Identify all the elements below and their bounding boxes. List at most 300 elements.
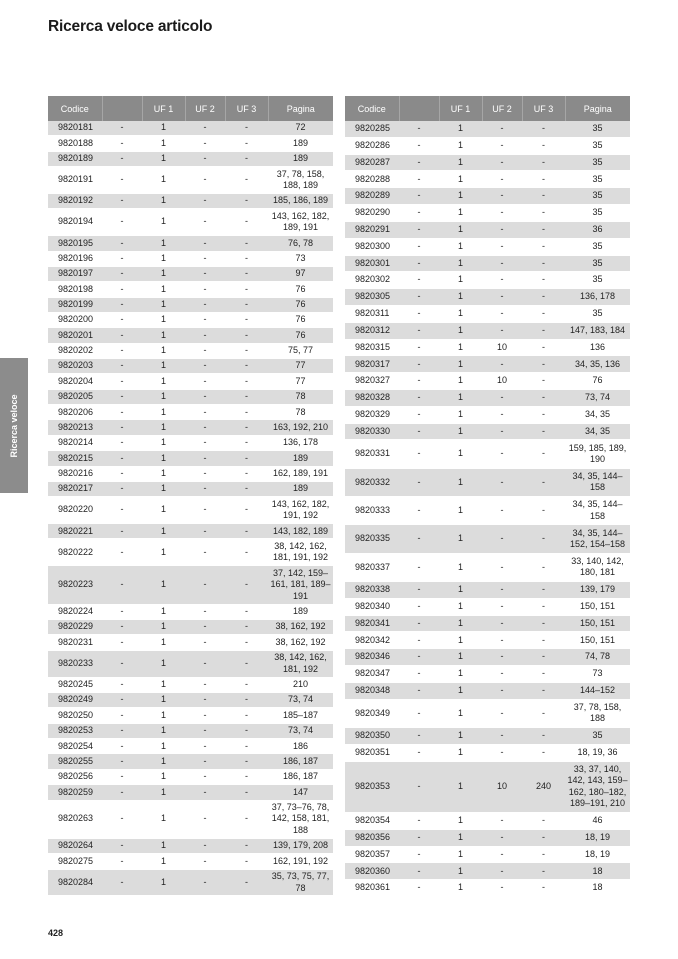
col-header-blank xyxy=(399,96,439,121)
cell-blank: - xyxy=(399,582,439,599)
cell-codice: 9820214 xyxy=(48,435,102,450)
cell-blank: - xyxy=(102,524,142,539)
cell-uf3: - xyxy=(225,209,268,236)
cell-pagina: 136 xyxy=(565,339,630,356)
table-row xyxy=(345,468,630,496)
cell-codice: 9820250 xyxy=(48,708,102,723)
cell-uf1: 1 xyxy=(142,708,185,723)
cell-codice: 9820317 xyxy=(345,356,399,373)
col-header-uf2: UF 2 xyxy=(185,96,225,121)
cell-uf2: - xyxy=(482,553,522,581)
cell-pagina: 76 xyxy=(565,373,630,390)
cell-codice: 9820332 xyxy=(345,468,399,496)
cell-pagina: 143, 182, 189 xyxy=(268,524,333,539)
cell-uf3: - xyxy=(225,312,268,327)
cell-uf2: - xyxy=(482,440,522,468)
cell-pagina: 139, 179, 208 xyxy=(268,838,333,853)
cell-uf2: - xyxy=(185,297,225,312)
cell-uf3: - xyxy=(522,553,565,581)
cell-blank: - xyxy=(102,466,142,481)
cell-uf2: - xyxy=(185,739,225,754)
cell-pagina: 144–152 xyxy=(565,682,630,699)
cell-blank: - xyxy=(399,598,439,615)
cell-uf1: 1 xyxy=(142,389,185,404)
table-row xyxy=(48,343,333,358)
col-header-uf2: UF 2 xyxy=(482,96,522,121)
table-row xyxy=(48,524,333,539)
table-row xyxy=(345,440,630,468)
cell-uf1: 1 xyxy=(439,582,482,599)
cell-pagina: 34, 35 xyxy=(565,406,630,423)
table-row xyxy=(345,137,630,154)
cell-pagina: 34, 35 xyxy=(565,423,630,440)
col-header-codice: Codice xyxy=(345,96,399,121)
cell-uf1: 1 xyxy=(142,800,185,838)
cell-uf3: - xyxy=(522,171,565,188)
table-row xyxy=(345,322,630,339)
cell-blank: - xyxy=(102,566,142,604)
cell-pagina: 35 xyxy=(565,154,630,171)
cell-uf2: 10 xyxy=(482,339,522,356)
cell-blank: - xyxy=(399,255,439,272)
table-row xyxy=(48,723,333,738)
cell-codice: 9820215 xyxy=(48,451,102,466)
cell-uf3: - xyxy=(522,205,565,222)
cell-uf1: 1 xyxy=(142,785,185,800)
cell-uf2: - xyxy=(185,466,225,481)
cell-codice: 9820200 xyxy=(48,312,102,327)
table-row xyxy=(48,209,333,236)
cell-codice: 9820360 xyxy=(345,863,399,880)
cell-uf3: - xyxy=(522,744,565,761)
cell-uf2: - xyxy=(482,305,522,322)
cell-blank: - xyxy=(399,880,439,897)
cell-codice: 9820338 xyxy=(345,582,399,599)
cell-pagina: 18, 19 xyxy=(565,829,630,846)
cell-uf1: 1 xyxy=(439,322,482,339)
cell-uf2: 10 xyxy=(482,373,522,390)
cell-uf1: 1 xyxy=(439,171,482,188)
table-row xyxy=(345,829,630,846)
cell-blank: - xyxy=(399,812,439,829)
cell-pagina: 35 xyxy=(565,188,630,205)
cell-pagina: 35, 73, 75, 77, 78 xyxy=(268,869,333,896)
cell-codice: 9820301 xyxy=(345,255,399,272)
cell-uf2: - xyxy=(482,406,522,423)
cell-pagina: 78 xyxy=(268,389,333,404)
cell-pagina: 38, 142, 162, 181, 192 xyxy=(268,650,333,677)
cell-uf3: - xyxy=(225,466,268,481)
cell-uf3: - xyxy=(522,497,565,525)
cell-uf3: - xyxy=(522,812,565,829)
cell-codice: 9820305 xyxy=(345,289,399,306)
cell-uf3: - xyxy=(225,785,268,800)
cell-uf2: - xyxy=(185,209,225,236)
cell-uf2: - xyxy=(185,359,225,374)
cell-blank: - xyxy=(102,604,142,619)
cell-uf2: - xyxy=(482,632,522,649)
table-row xyxy=(48,481,333,496)
cell-blank: - xyxy=(399,238,439,255)
cell-pagina: 76, 78 xyxy=(268,236,333,251)
cell-pagina: 150, 151 xyxy=(565,598,630,615)
cell-pagina: 189 xyxy=(268,451,333,466)
cell-uf1: 1 xyxy=(439,238,482,255)
cell-uf2: - xyxy=(482,525,522,553)
cell-uf2: - xyxy=(482,497,522,525)
cell-uf1: 1 xyxy=(439,615,482,632)
cell-codice: 9820191 xyxy=(48,167,102,194)
cell-codice: 9820202 xyxy=(48,343,102,358)
cell-uf1: 1 xyxy=(142,209,185,236)
cell-blank: - xyxy=(102,193,142,208)
table-row xyxy=(48,466,333,481)
cell-pagina: 76 xyxy=(268,282,333,297)
cell-uf3: - xyxy=(225,136,268,151)
table-row xyxy=(48,136,333,151)
table-row xyxy=(48,693,333,708)
cell-uf1: 1 xyxy=(142,282,185,297)
cell-blank: - xyxy=(399,171,439,188)
cell-uf3: - xyxy=(522,682,565,699)
cell-uf1: 1 xyxy=(142,497,185,524)
cell-codice: 9820353 xyxy=(345,761,399,812)
cell-uf3: - xyxy=(522,863,565,880)
cell-uf2: - xyxy=(482,154,522,171)
table-row xyxy=(345,221,630,238)
cell-blank: - xyxy=(399,272,439,289)
cell-blank: - xyxy=(102,620,142,635)
cell-pagina: 210 xyxy=(268,677,333,692)
cell-uf3: - xyxy=(522,846,565,863)
cell-blank: - xyxy=(399,632,439,649)
table-row xyxy=(345,188,630,205)
cell-uf1: 1 xyxy=(142,266,185,281)
cell-blank: - xyxy=(102,497,142,524)
table-row xyxy=(345,863,630,880)
cell-blank: - xyxy=(399,553,439,581)
table-row xyxy=(48,420,333,435)
table-row xyxy=(345,682,630,699)
cell-uf3: - xyxy=(522,289,565,306)
cell-uf3: - xyxy=(522,615,565,632)
cell-pagina: 143, 162, 182, 189, 191 xyxy=(268,209,333,236)
cell-blank: - xyxy=(102,167,142,194)
cell-blank: - xyxy=(399,744,439,761)
cell-uf3: - xyxy=(522,582,565,599)
cell-uf1: 1 xyxy=(439,497,482,525)
cell-uf3: - xyxy=(522,666,565,683)
cell-uf2: - xyxy=(185,451,225,466)
cell-pagina: 159, 185, 189, 190 xyxy=(565,440,630,468)
cell-codice: 9820289 xyxy=(345,188,399,205)
cell-blank: - xyxy=(102,539,142,566)
cell-pagina: 72 xyxy=(268,121,333,136)
table-row xyxy=(48,539,333,566)
cell-blank: - xyxy=(399,322,439,339)
cell-uf2: 10 xyxy=(482,761,522,812)
cell-uf1: 1 xyxy=(439,812,482,829)
cell-uf2: - xyxy=(482,598,522,615)
cell-uf1: 1 xyxy=(142,121,185,136)
cell-uf1: 1 xyxy=(439,468,482,496)
cell-uf1: 1 xyxy=(142,374,185,389)
cell-pagina: 34, 35, 136 xyxy=(565,356,630,373)
cell-blank: - xyxy=(102,739,142,754)
cell-blank: - xyxy=(102,693,142,708)
cell-uf1: 1 xyxy=(439,121,482,137)
cell-uf2: - xyxy=(482,255,522,272)
cell-uf3: - xyxy=(225,481,268,496)
cell-codice: 9820199 xyxy=(48,297,102,312)
cell-codice: 9820337 xyxy=(345,553,399,581)
cell-uf1: 1 xyxy=(439,154,482,171)
cell-pagina: 139, 179 xyxy=(565,582,630,599)
table-row xyxy=(48,374,333,389)
cell-blank: - xyxy=(102,312,142,327)
cell-uf3: - xyxy=(225,566,268,604)
cell-uf1: 1 xyxy=(439,728,482,745)
cell-codice: 9820331 xyxy=(345,440,399,468)
cell-uf2: - xyxy=(185,193,225,208)
cell-uf1: 1 xyxy=(142,620,185,635)
cell-codice: 9820198 xyxy=(48,282,102,297)
cell-pagina: 73 xyxy=(268,251,333,266)
cell-uf3: - xyxy=(522,525,565,553)
cell-codice: 9820229 xyxy=(48,620,102,635)
cell-uf2: - xyxy=(482,205,522,222)
cell-uf2: - xyxy=(185,708,225,723)
cell-codice: 9820222 xyxy=(48,539,102,566)
table-row xyxy=(345,406,630,423)
cell-uf2: - xyxy=(482,322,522,339)
cell-uf1: 1 xyxy=(142,723,185,738)
table-row xyxy=(48,497,333,524)
cell-uf3: - xyxy=(225,854,268,869)
cell-codice: 9820340 xyxy=(345,598,399,615)
cell-codice: 9820264 xyxy=(48,838,102,853)
table-row xyxy=(345,525,630,553)
cell-uf1: 1 xyxy=(439,390,482,407)
cell-codice: 9820194 xyxy=(48,209,102,236)
cell-blank: - xyxy=(102,420,142,435)
cell-uf1: 1 xyxy=(142,451,185,466)
table-row xyxy=(345,553,630,581)
cell-uf2: - xyxy=(482,188,522,205)
cell-uf3: - xyxy=(225,236,268,251)
cell-uf1: 1 xyxy=(439,406,482,423)
cell-uf3: - xyxy=(225,650,268,677)
cell-uf2: - xyxy=(482,390,522,407)
cell-uf2: - xyxy=(482,699,522,727)
cell-uf3: - xyxy=(225,435,268,450)
cell-uf1: 1 xyxy=(142,193,185,208)
cell-uf3: - xyxy=(225,693,268,708)
cell-uf3: - xyxy=(522,390,565,407)
cell-uf1: 1 xyxy=(439,744,482,761)
cell-uf3: - xyxy=(522,272,565,289)
cell-pagina: 18, 19, 36 xyxy=(565,744,630,761)
cell-pagina: 46 xyxy=(565,812,630,829)
cell-uf1: 1 xyxy=(142,343,185,358)
cell-uf1: 1 xyxy=(439,423,482,440)
cell-pagina: 97 xyxy=(268,266,333,281)
cell-uf1: 1 xyxy=(142,754,185,769)
cell-pagina: 186, 187 xyxy=(268,769,333,784)
table-row xyxy=(48,650,333,677)
col-header-uf1: UF 1 xyxy=(142,96,185,121)
cell-codice: 9820224 xyxy=(48,604,102,619)
cell-pagina: 38, 162, 192 xyxy=(268,635,333,650)
cell-codice: 9820217 xyxy=(48,481,102,496)
cell-pagina: 74, 78 xyxy=(565,649,630,666)
table-row xyxy=(48,677,333,692)
cell-uf2: - xyxy=(185,785,225,800)
cell-pagina: 162, 191, 192 xyxy=(268,854,333,869)
col-header-pagina: Pagina xyxy=(268,96,333,121)
cell-uf1: 1 xyxy=(142,312,185,327)
cell-uf2: - xyxy=(482,356,522,373)
cell-codice: 9820196 xyxy=(48,251,102,266)
cell-blank: - xyxy=(102,297,142,312)
cell-uf3: - xyxy=(522,728,565,745)
cell-codice: 9820342 xyxy=(345,632,399,649)
cell-codice: 9820201 xyxy=(48,328,102,343)
cell-pagina: 73, 74 xyxy=(268,693,333,708)
cell-codice: 9820192 xyxy=(48,193,102,208)
cell-uf1: 1 xyxy=(439,761,482,812)
cell-uf1: 1 xyxy=(439,880,482,897)
cell-codice: 9820221 xyxy=(48,524,102,539)
cell-uf3: - xyxy=(522,423,565,440)
cell-uf1: 1 xyxy=(142,677,185,692)
cell-blank: - xyxy=(102,121,142,136)
side-tab[interactable] xyxy=(0,358,28,493)
table-row xyxy=(345,390,630,407)
cell-uf2: - xyxy=(185,650,225,677)
cell-blank: - xyxy=(102,405,142,420)
table-row xyxy=(345,615,630,632)
cell-uf2: - xyxy=(185,405,225,420)
cell-codice: 9820302 xyxy=(345,272,399,289)
cell-blank: - xyxy=(102,754,142,769)
cell-uf3: - xyxy=(522,238,565,255)
cell-uf3: - xyxy=(522,598,565,615)
cell-uf2: - xyxy=(482,238,522,255)
cell-uf1: 1 xyxy=(439,632,482,649)
cell-uf1: 1 xyxy=(439,525,482,553)
cell-uf2: - xyxy=(185,754,225,769)
cell-uf1: 1 xyxy=(142,481,185,496)
cell-codice: 9820350 xyxy=(345,728,399,745)
cell-pagina: 35 xyxy=(565,171,630,188)
cell-codice: 9820255 xyxy=(48,754,102,769)
col-header-uf3: UF 3 xyxy=(522,96,565,121)
cell-uf1: 1 xyxy=(142,524,185,539)
cell-blank: - xyxy=(399,221,439,238)
cell-uf1: 1 xyxy=(439,440,482,468)
cell-blank: - xyxy=(102,209,142,236)
table-row xyxy=(345,373,630,390)
cell-uf2: - xyxy=(185,343,225,358)
cell-pagina: 186 xyxy=(268,739,333,754)
header-row xyxy=(345,96,630,121)
table-row xyxy=(345,272,630,289)
cell-codice: 9820346 xyxy=(345,649,399,666)
cell-uf3: - xyxy=(522,829,565,846)
cell-pagina: 136, 178 xyxy=(565,289,630,306)
cell-uf2: - xyxy=(185,566,225,604)
cell-uf1: 1 xyxy=(439,373,482,390)
cell-uf1: 1 xyxy=(142,854,185,869)
cell-uf1: 1 xyxy=(142,136,185,151)
cell-uf1: 1 xyxy=(439,553,482,581)
cell-pagina: 76 xyxy=(268,312,333,327)
table-row xyxy=(345,598,630,615)
cell-blank: - xyxy=(399,305,439,322)
cell-blank: - xyxy=(399,682,439,699)
table-row xyxy=(345,744,630,761)
cell-blank: - xyxy=(102,838,142,853)
table-row xyxy=(48,708,333,723)
cell-blank: - xyxy=(102,800,142,838)
cell-uf2: - xyxy=(185,251,225,266)
cell-uf1: 1 xyxy=(439,846,482,863)
table-row xyxy=(345,171,630,188)
cell-blank: - xyxy=(102,359,142,374)
cell-uf2: - xyxy=(185,136,225,151)
cell-uf3: - xyxy=(225,343,268,358)
cell-uf3: - xyxy=(225,739,268,754)
cell-uf1: 1 xyxy=(142,151,185,166)
cell-uf3: - xyxy=(225,620,268,635)
cell-uf2: - xyxy=(482,289,522,306)
cell-uf3: - xyxy=(225,282,268,297)
cell-pagina: 37, 142, 159–161, 181, 189–191 xyxy=(268,566,333,604)
cell-codice: 9820284 xyxy=(48,869,102,896)
cell-pagina: 35 xyxy=(565,255,630,272)
cell-pagina: 162, 189, 191 xyxy=(268,466,333,481)
table-row xyxy=(345,154,630,171)
cell-codice: 9820286 xyxy=(345,137,399,154)
cell-codice: 9820253 xyxy=(48,723,102,738)
cell-blank: - xyxy=(102,251,142,266)
page-title: Ricerca veloce articolo xyxy=(48,18,213,35)
cell-codice: 9820356 xyxy=(345,829,399,846)
cell-uf1: 1 xyxy=(142,359,185,374)
table-row xyxy=(48,635,333,650)
cell-blank: - xyxy=(399,649,439,666)
table-row xyxy=(48,739,333,754)
table-row xyxy=(48,151,333,166)
cell-pagina: 34, 35, 144–158 xyxy=(565,497,630,525)
cell-uf3: - xyxy=(225,297,268,312)
table-row xyxy=(48,266,333,281)
cell-codice: 9820206 xyxy=(48,405,102,420)
cell-uf1: 1 xyxy=(439,305,482,322)
cell-uf2: - xyxy=(185,374,225,389)
cell-uf2: - xyxy=(185,121,225,136)
cell-uf2: - xyxy=(482,880,522,897)
cell-uf1: 1 xyxy=(439,863,482,880)
cell-codice: 9820347 xyxy=(345,666,399,683)
cell-uf3: - xyxy=(225,497,268,524)
cell-codice: 9820254 xyxy=(48,739,102,754)
cell-blank: - xyxy=(399,497,439,525)
cell-codice: 9820216 xyxy=(48,466,102,481)
table-row xyxy=(48,604,333,619)
table-row xyxy=(48,451,333,466)
